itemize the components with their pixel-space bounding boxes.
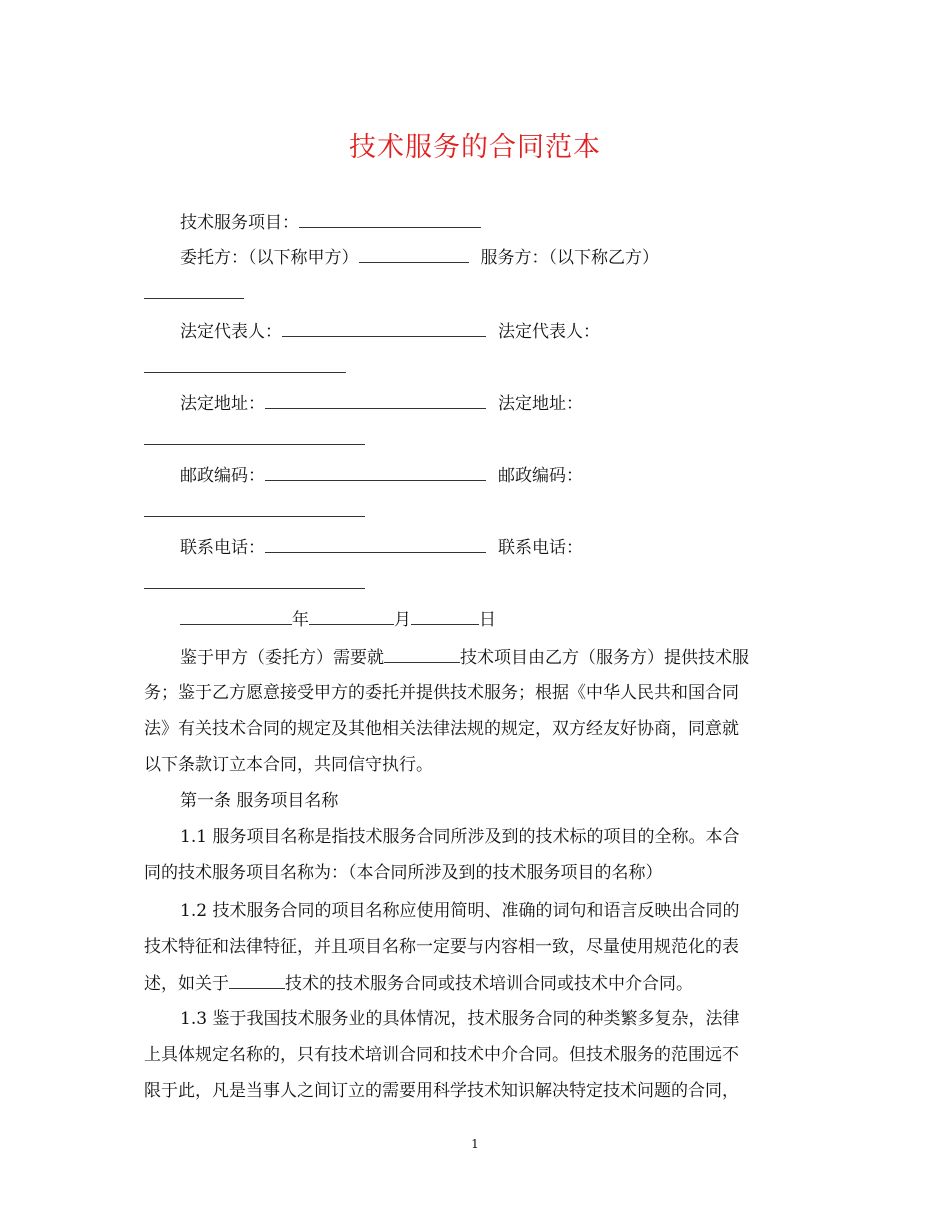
address-line (144, 391, 840, 416)
day-label: 日 (479, 610, 496, 630)
article-1-heading: 第一条 服务项目名称 (180, 791, 339, 811)
phone-blank-line (144, 571, 804, 596)
address-blank-b[interactable] (144, 427, 365, 445)
clause-1-2-blank[interactable] (229, 971, 285, 989)
clause-1-1-line-2: 同的技术服务项目名称为：（本合同所涉及到的技术服务项目的名称） (144, 863, 663, 883)
legal-rep-label-a: 法定代表人： (180, 322, 282, 342)
legal-rep-blank-b[interactable] (144, 355, 346, 373)
provider-blank-line (144, 281, 804, 306)
provider-blank[interactable] (144, 281, 244, 299)
parties-line (144, 245, 840, 270)
clause-1-2-line-3 (144, 971, 804, 996)
postal-label-a: 邮政编码： (180, 466, 265, 486)
clause-1-2-line-2: 技术特征和法律特征，并且项目名称一定要与内容相一致，尽量使用规范化的表 (144, 937, 739, 957)
preamble-text-b: 技术项目由乙方（服务方）提供技术服 (460, 648, 749, 668)
clause-1-3-line-3: 限于此，凡是当事人之间订立的需要用科学技术知识解决特定技术问题的合同， (144, 1081, 739, 1101)
preamble-line-1 (144, 645, 840, 670)
preamble-line-3: 法》有关技术合同的规定及其他相关法律法规的规定，双方经友好协商，同意就 (144, 719, 739, 739)
month-blank[interactable] (309, 607, 394, 625)
phone-label-a: 联系电话： (180, 538, 265, 558)
preamble-blank[interactable] (384, 645, 460, 663)
legal-rep-label-b: 法定代表人： (498, 322, 600, 342)
legal-rep-blank-a[interactable] (282, 319, 486, 337)
clause-1-2-text-a: 述，如关于 (144, 974, 229, 994)
preamble-line-2: 务；鉴于乙方愿意接受甲方的委托并提供技术服务；根据《中华人民共和国合同 (144, 683, 739, 703)
clause-1-3-line-2: 上具体规定名称的，只有技术培训合同和技术中介合同。但技术服务的范围远不 (144, 1045, 739, 1065)
year-blank[interactable] (180, 607, 292, 625)
day-blank[interactable] (411, 607, 479, 625)
date-line (144, 607, 840, 632)
postal-blank-line (144, 499, 804, 524)
phone-label-b: 联系电话： (498, 538, 583, 558)
client-blank[interactable] (359, 245, 469, 263)
clause-1-1-line-1: 1.1 服务项目名称是指技术服务合同所涉及到的技术标的项目的全称。本合 (180, 827, 740, 847)
legal-rep-blank-line (144, 355, 804, 380)
project-blank[interactable] (299, 210, 481, 228)
project-line (144, 210, 840, 235)
clause-1-3-line-1: 1.3 鉴于我国技术服务业的具体情况，技术服务合同的种类繁多复杂，法律 (180, 1009, 740, 1029)
address-label-a: 法定地址： (180, 394, 265, 414)
postal-line (144, 463, 840, 488)
document-title: 技术服务的合同范本 (349, 132, 601, 163)
legal-rep-line (144, 319, 840, 344)
preamble-line-4: 以下条款订立本合同，共同信守执行。 (144, 755, 433, 775)
postal-blank-a[interactable] (265, 463, 486, 481)
project-label: 技术服务项目： (180, 213, 299, 233)
address-label-b: 法定地址： (498, 394, 583, 414)
preamble-text-a: 鉴于甲方（委托方）需要就 (180, 648, 384, 668)
postal-label-b: 邮政编码： (498, 466, 583, 486)
phone-blank-a[interactable] (265, 535, 486, 553)
provider-label: 服务方：（以下称乙方） (480, 248, 659, 268)
page-number: 1 (471, 1137, 479, 1151)
postal-blank-b[interactable] (144, 499, 365, 517)
address-blank-line (144, 427, 804, 452)
month-label: 月 (394, 610, 411, 630)
client-label: 委托方：（以下称甲方） (180, 248, 359, 268)
address-blank-a[interactable] (265, 391, 486, 409)
clause-1-2-text-b: 技术的技术服务合同或技术培训合同或技术中介合同。 (285, 974, 693, 994)
year-label: 年 (292, 610, 309, 630)
phone-blank-b[interactable] (144, 571, 365, 589)
clause-1-2-line-1: 1.2 技术服务合同的项目名称应使用简明、准确的词句和语言反映出合同的 (180, 901, 740, 921)
phone-line (144, 535, 840, 560)
